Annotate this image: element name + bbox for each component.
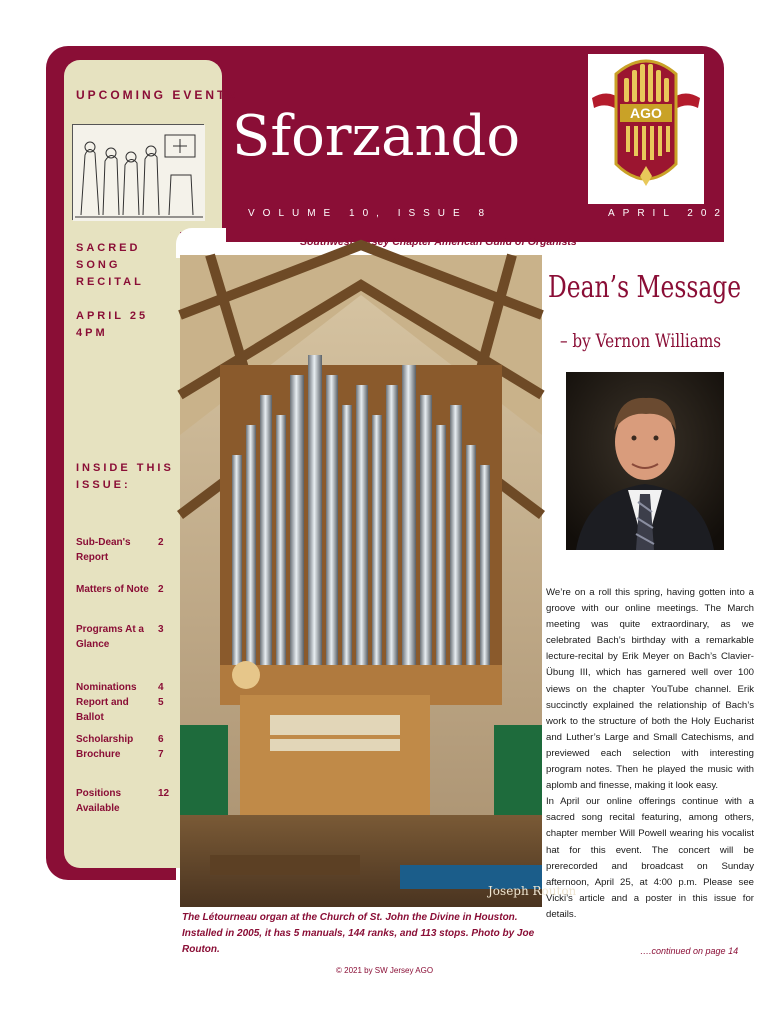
ago-logo	[588, 54, 704, 204]
toc-page: 2	[158, 537, 164, 548]
toc-label: Positions Available	[76, 788, 122, 814]
toc-page: 12	[158, 788, 170, 799]
toc-label: Programs At a Glance	[76, 624, 144, 650]
event-date: APRIL 25 4PM	[76, 310, 149, 339]
toc-page: 2	[158, 584, 164, 595]
toc-label: Nominations Report and Ballot	[76, 682, 137, 723]
volume-issue: VOLUME 10, ISSUE 8	[248, 208, 493, 219]
ago-logo-text: AGO	[630, 105, 662, 121]
article-title: Dean’s Message	[548, 270, 742, 305]
author-portrait	[566, 372, 724, 550]
toc-label: Scholarship Brochure	[76, 734, 134, 760]
photo-watermark: Joseph Routon	[488, 884, 577, 898]
upcoming-events-heading: UPCOMING EVENTS	[76, 88, 239, 102]
inside-this-issue-heading: INSIDE THIS ISSUE:	[76, 462, 174, 491]
newsletter-title: Sforzando	[232, 104, 521, 169]
toc-label: Matters of Note	[76, 584, 149, 595]
continued-link: ….continued on page 14	[640, 946, 739, 956]
photo-caption: The Létourneau organ at the Church of St. John the Divine in Houston. Installed in 2005, it has 5 manuals, 144 ranks, and 113 stops. Photo by Joe Routon.	[182, 912, 535, 955]
chapter-subtitle: Southwest Jersey Chapter American Guild of Organists	[300, 236, 577, 248]
choir-woodcut-image	[72, 124, 204, 220]
toc-label: Sub-Dean's Report	[76, 537, 131, 563]
toc-page: 3	[158, 624, 164, 635]
toc-page: 6 7	[158, 734, 164, 760]
copyright-footer: © 2021 by SW Jersey AGO	[336, 966, 434, 975]
article-body	[546, 585, 754, 923]
issue-date: APRIL 2021	[608, 208, 742, 219]
article-paragraph: We’re on a roll this spring, having gotten into a groove with our online meetings. The March meeting was quite extraordinary, as we celebrated Bach’s birthday with a remarkable lecture-recital by Erik Meyer on Bach’s Clavier-Übung III, which has garnered well over 100 views on the chapter YouTube channel. Erik succinctly explained the relationship of Bach’s work to the structure of both the Holy Eucharist and Luther’s Large and Small Catechisms, and previewed each selection with interesting program notes. Then he played the music with aplomb and finesse, making it look easy.	[546, 587, 754, 792]
toc-page: 4 5	[158, 682, 164, 708]
article-paragraph: In April our online offerings continue with a sacred song recital featuring, among others, chapter member Will Powell wearing his vocalist hat for this event. The concert will be prerecorded and broadcast on Sunday afternoon, April 25, at 4:00 p.m. Please see Vicki’s article and a poster in this issue for details.	[546, 796, 754, 920]
panel-corner	[176, 228, 226, 258]
event-title: SACRED SONG RECITAL	[76, 242, 144, 288]
article-byline: – by Vernon Williams	[560, 330, 722, 352]
organ-photo	[180, 255, 577, 907]
